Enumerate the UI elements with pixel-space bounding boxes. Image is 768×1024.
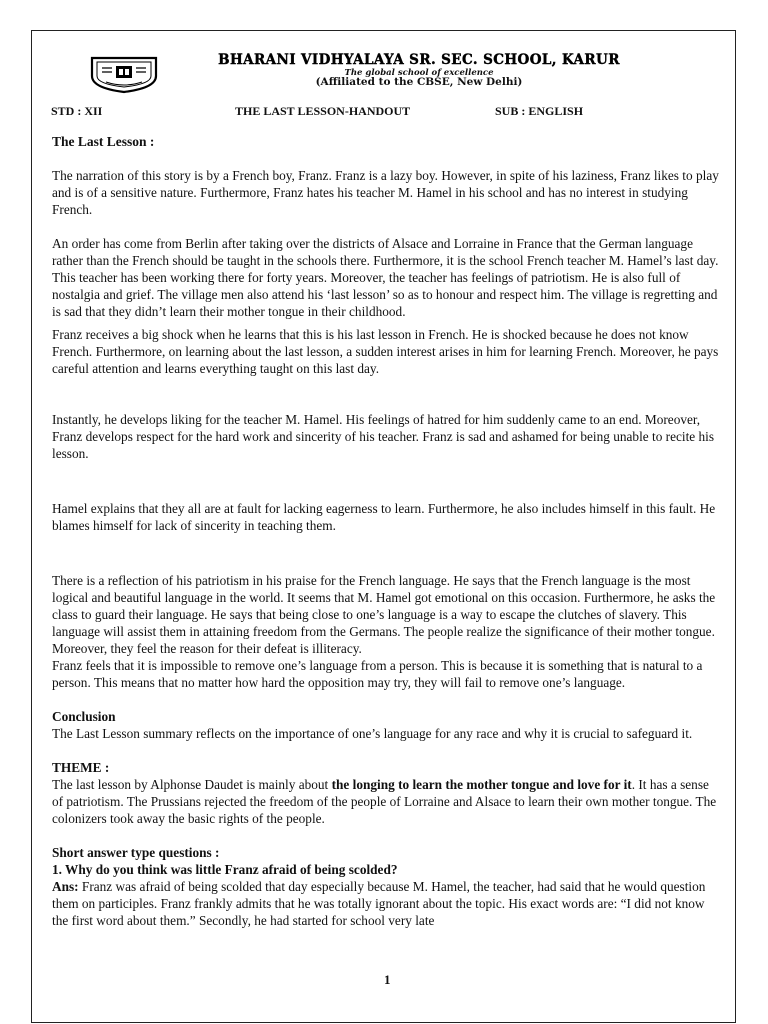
paragraph: An order has come from Berlin after taking over the districts of Alsace and Lorraine in France that the German language rather than the French should be taught in the schools there. Furthermore, it is the school French teacher M. Hamel’s last day. This teacher has been working there for forty years. Moreover, the teacher has feelings of patriotism. He is also full of nostalgia and grief. The village men also attend his ‘last lesson’ so as to honour and respect him. The village is regretting and is sad that they didn’t learn their mother tongue in their childhood. [52,236,719,319]
school-name: BHARANI VIDHYALAYA SR. SEC. SCHOOL, KARUR [218,52,620,68]
paragraph: There is a reflection of his patriotism in his praise for the French language. He says that the French language is the most logical and beautiful language in the world. It seems that M. Hamel got emotional on this occasion. Furthermore, he asks the class to guard their language. He says that being close to one’s language is a way to escape the clutches of slavery. This language will assist them in attaining freedom from the Germans. The people realize the significance of their mother tongue. Moreover, they feel the reason for their defeat is illiteracy. [52,573,716,656]
questions-heading: Short answer type questions : [52,845,220,860]
std-label: STD : XII [51,104,103,118]
page-number: 1 [384,972,391,987]
question-1: 1. Why do you think was little Franz afraid of being scolded? [52,862,398,877]
school-logo [88,54,160,94]
theme-text-start: The last lesson by Alphonse Daudet is mainly about [52,777,332,792]
subject-label: SUB : ENGLISH [495,104,584,118]
paragraph: Franz feels that it is impossible to remove one’s language from a person. This is because it is something that is natural to a person. This means that no matter how hard the opposition may try, they will fail to remove one’s language. [52,658,703,690]
page-title: The Last Lesson : [52,134,155,149]
paragraph: The narration of this story is by a French boy, Franz. Franz is a lazy boy. However, in spite of his laziness, Franz likes to play and is of a sensitive nature. Furthermore, Franz hates his teacher M. Hamel in his school and has no interest in studying French. [52,168,719,217]
handout-title: THE LAST LESSON-HANDOUT [235,104,411,118]
school-tagline: The global school of excellence [344,68,494,78]
document-body [52,133,720,929]
theme-text-end: . It has a sense of patriotism. The Prussians rejected the freedom of the people of Lorraine and Alsace to learn their own mother tongue. The colonizers took away the basic rights of the people. [52,777,717,826]
conclusion-heading: Conclusion [52,709,116,724]
answer-label: Ans: [52,879,79,894]
paragraph: Instantly, he develops liking for the teacher M. Hamel. His feelings of hatred for him suddenly came to an end. Moreover, Franz develops respect for the hard work and sincerity of his teacher. Franz is sad and ashamed for being unable to recite his lesson. [52,412,715,461]
conclusion-text: The Last Lesson summary reflects on the importance of one’s language for any race and why it is crucial to safeguard it. [52,726,693,741]
answer-text: Franz was afraid of being scolded that day especially because M. Hamel, the teacher, had said that he would question them on participles. Franz frankly admits that he was totally ignorant about the topic. His exact words are: “I did not know the first word about them.” Secondly, he had started for school very late [52,879,706,928]
answer-1 [52,878,720,929]
school-affiliation: (Affiliated to the CBSE, New Delhi) [315,76,523,88]
theme-text-emphasis: the longing to learn the mother tongue and love for it [331,777,632,792]
theme-text [52,776,720,827]
theme-heading: THEME : [52,760,110,775]
paragraph: Franz receives a big shock when he learns that this is his last lesson in French. He is shocked because he does not know French. Furthermore, on learning about the last lesson, a sudden interest arises in him for learning French. Moreover, he pays careful attention and learns everything taught on this last day. [52,327,719,376]
paragraph: Hamel explains that they all are at fault for lacking eagerness to learn. Furthermore, he also includes himself in this fault. He blames himself for lack of sincerity in teaching them. [52,501,716,533]
